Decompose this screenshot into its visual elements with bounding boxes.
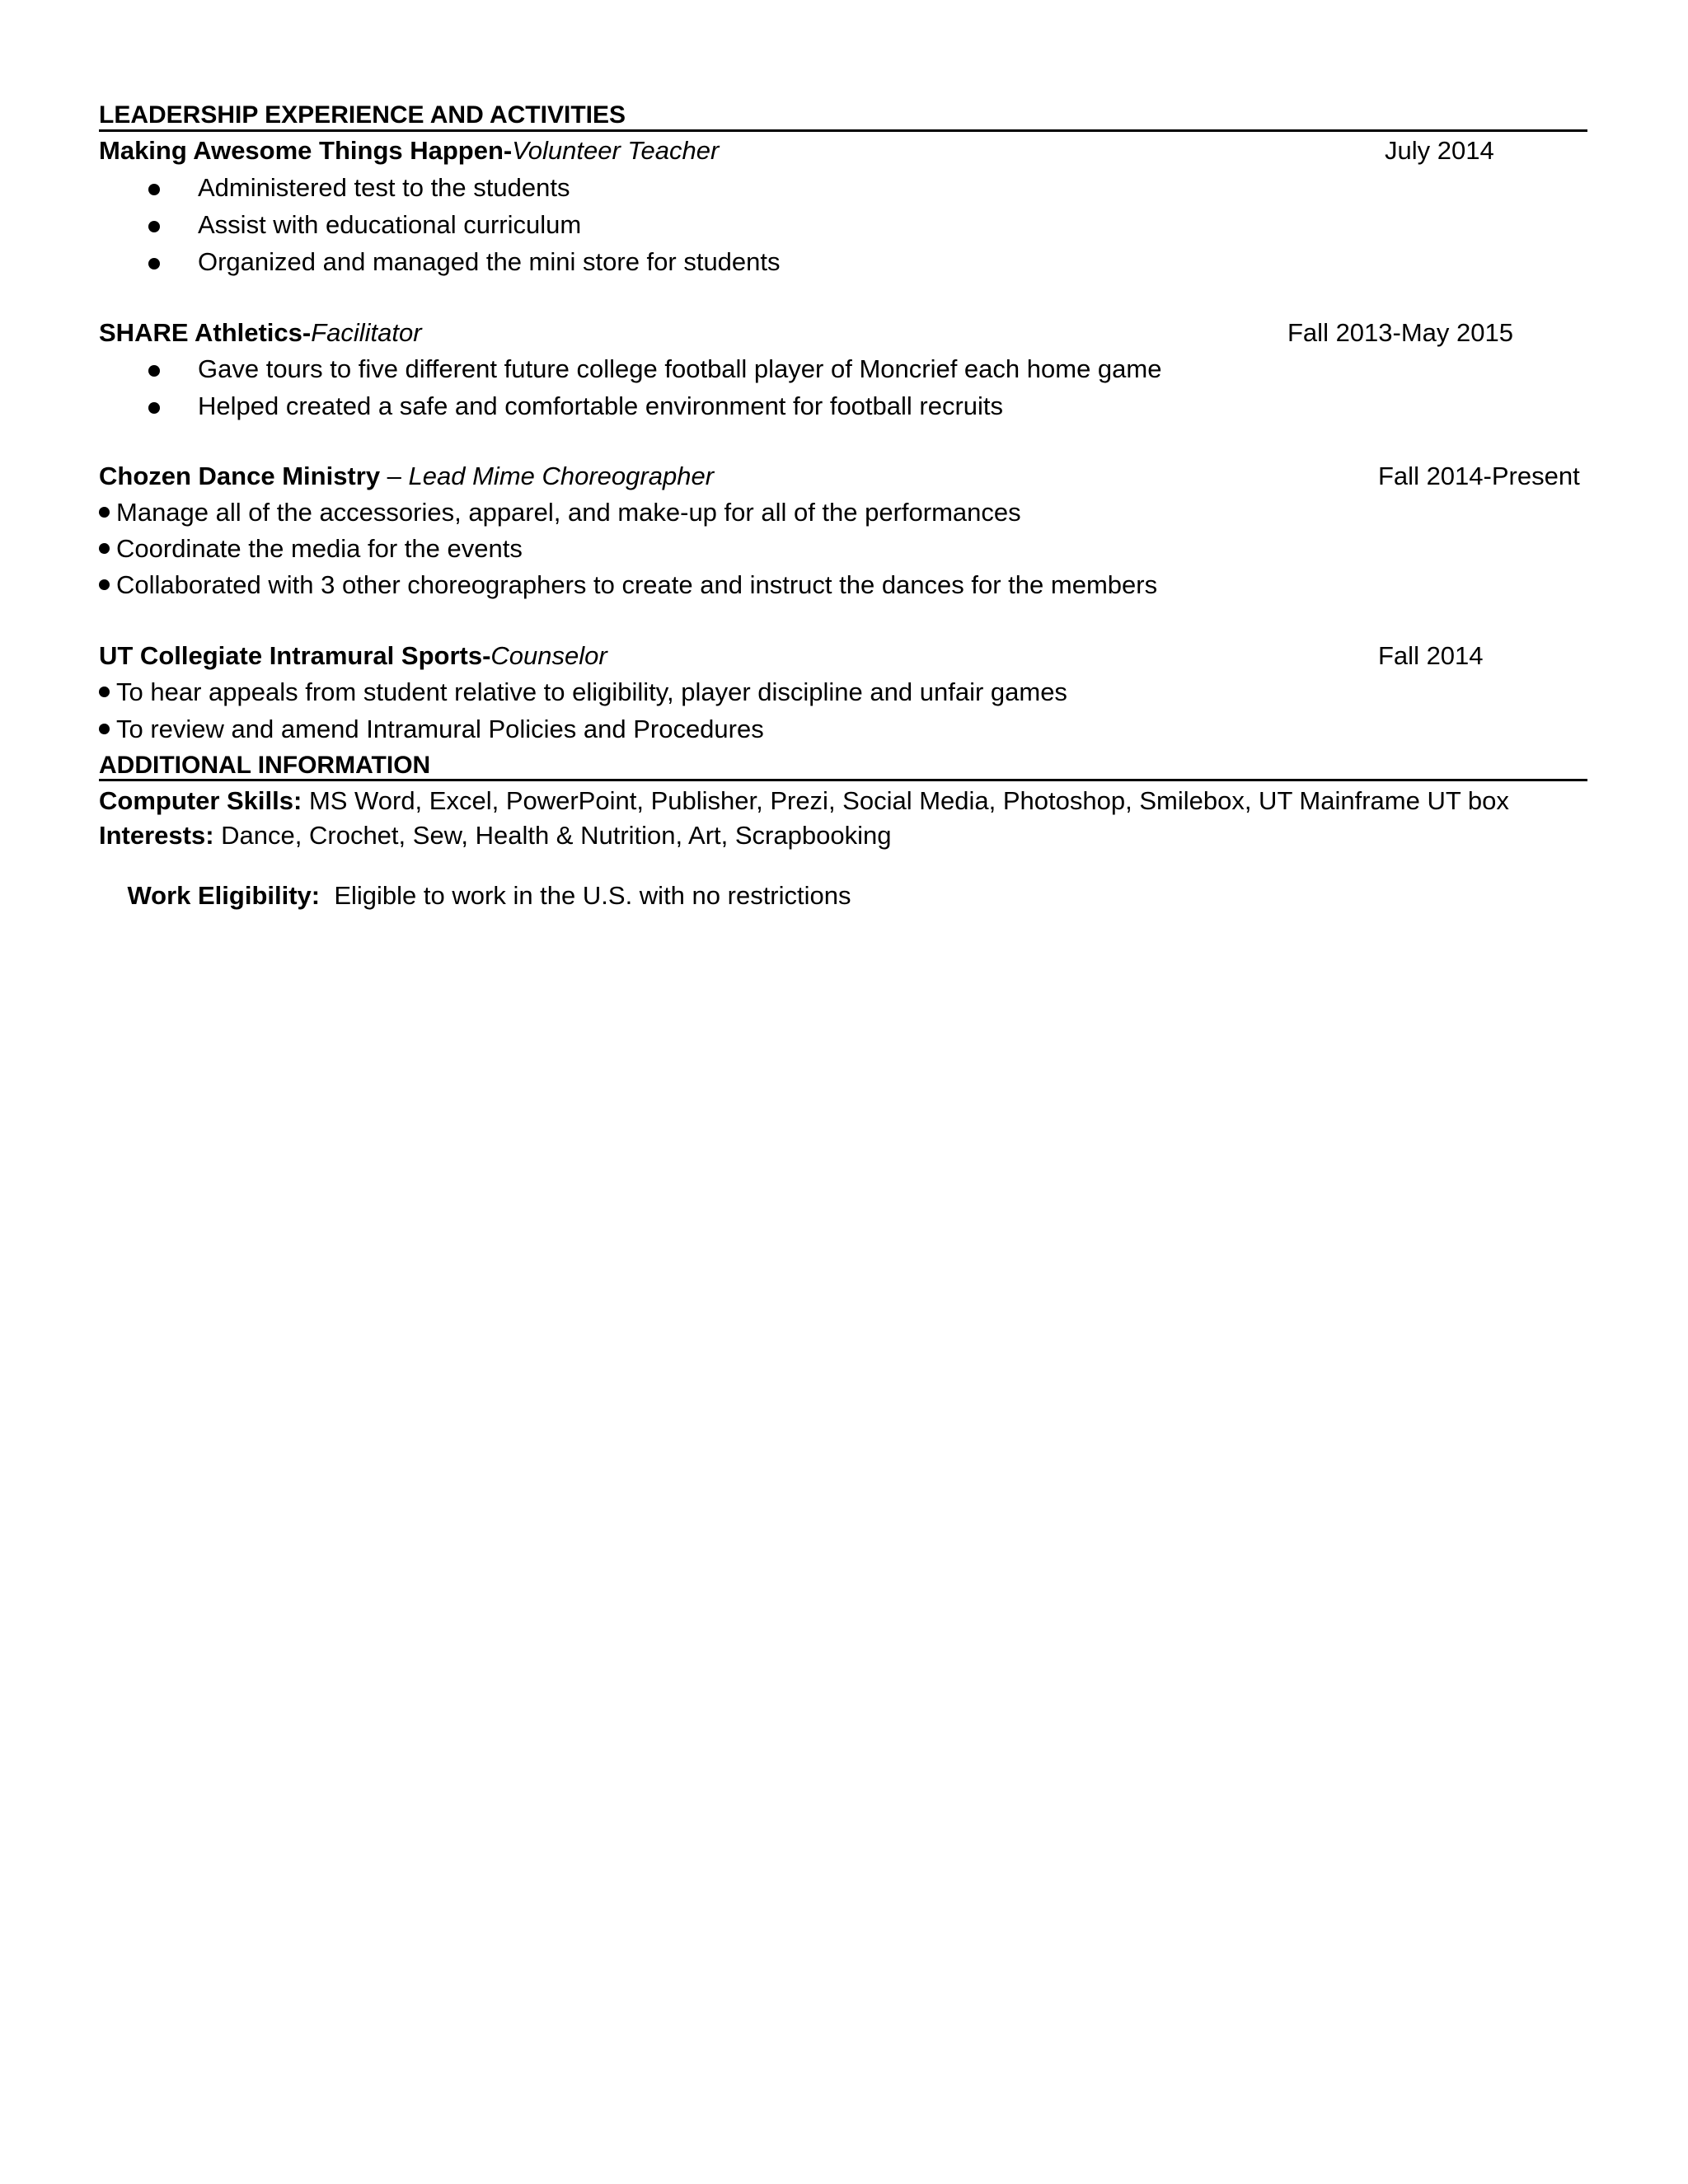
entry-date: Fall 2013-May 2015 <box>1287 318 1513 347</box>
entry-title-chozen-dance <box>99 463 714 496</box>
entry-title-ut-intramural <box>99 643 607 676</box>
entry-org: Chozen Dance Ministry <box>99 462 381 490</box>
bullet-icon <box>99 507 110 518</box>
entry-org: SHARE Athletics- <box>99 318 312 347</box>
bullet-icon <box>148 356 160 389</box>
bullet-icon <box>148 249 160 282</box>
section-heading-leadership: LEADERSHIP EXPERIENCE AND ACTIVITIES <box>99 101 626 129</box>
info-value: MS Word, Excel, PowerPoint, Publisher, Prezi, Social Media, Photoshop, Smilebox, UT Mainframe UT box <box>302 786 1509 815</box>
entry-org: Making Awesome Things Happen- <box>99 136 513 165</box>
list-item: Administered test to the students <box>198 173 570 202</box>
info-label: Computer Skills: <box>99 786 302 815</box>
list-item-row <box>99 536 523 569</box>
list-item: Collaborated with 3 other choreographers to create and instruct the dances for the members <box>116 570 1158 599</box>
entry-role: Volunteer Teacher <box>512 136 720 165</box>
info-row-work-eligibility <box>99 857 851 910</box>
info-row-interests <box>99 823 891 855</box>
info-value: Eligible to work in the U.S. with no restrictions <box>320 881 851 910</box>
bullet-icon <box>99 543 110 554</box>
info-label: Work Eligibility: <box>127 881 321 910</box>
entry-date: July 2014 <box>1385 136 1494 165</box>
list-item: Manage all of the accessories, apparel, and make-up for all of the performances <box>116 498 1021 527</box>
entry-date: Fall 2014-Present <box>1378 462 1580 490</box>
list-item: Organized and managed the mini store for students <box>198 247 781 276</box>
list-item-row <box>99 499 1021 532</box>
list-item: Gave tours to five different future college football player of Moncrief each home game <box>198 354 1162 383</box>
list-item: To hear appeals from student relative to eligibility, player discipline and unfair games <box>116 677 1067 706</box>
list-item: To review and amend Intramural Policies and Procedures <box>116 715 764 743</box>
entry-separator: – <box>380 462 409 490</box>
list-item: Assist with educational curriculum <box>198 210 582 239</box>
list-item-row <box>99 716 764 749</box>
section-heading-additional: ADDITIONAL INFORMATION <box>99 752 431 779</box>
entry-title-making-awesome <box>99 138 719 171</box>
info-value: Dance, Crochet, Sew, Health & Nutrition, Art, Scrapbooking <box>213 821 892 850</box>
entry-date: Fall 2014 <box>1378 641 1484 670</box>
entry-title-share-athletics <box>99 320 422 353</box>
bullet-icon <box>99 687 110 697</box>
entry-org: UT Collegiate Intramural Sports- <box>99 641 491 670</box>
entry-role: Counselor <box>490 641 607 670</box>
list-item-row <box>99 572 1157 605</box>
section-rule-additional <box>99 779 1587 781</box>
bullet-icon <box>148 212 160 245</box>
bullet-icon <box>99 724 110 734</box>
list-item: Helped created a safe and comfortable environment for football recruits <box>198 391 1004 420</box>
entry-role: Facilitator <box>311 318 422 347</box>
list-item: Coordinate the media for the events <box>116 534 523 563</box>
list-item-row <box>99 679 1067 712</box>
bullet-icon <box>99 579 110 590</box>
section-rule-leadership <box>99 129 1587 132</box>
bullet-icon <box>148 175 160 208</box>
info-row-computer-skills <box>99 788 1509 821</box>
info-label: Interests: <box>99 821 214 850</box>
entry-role: Lead Mime Choreographer <box>408 462 715 490</box>
bullet-icon <box>148 393 160 426</box>
